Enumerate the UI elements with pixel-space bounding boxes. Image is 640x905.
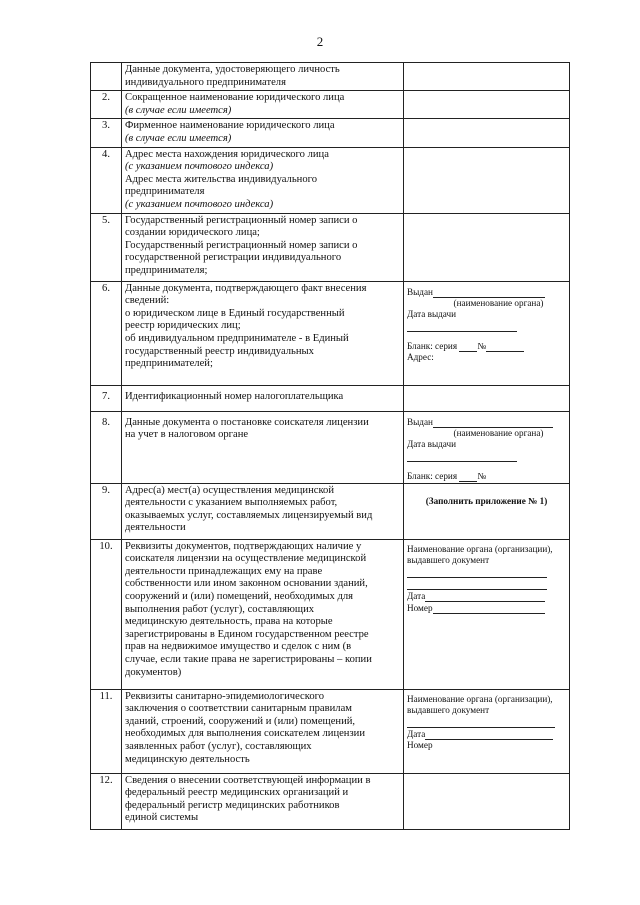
issuing-organ-label: Наименование органа (организации), выдавшего документ — [407, 543, 553, 565]
blank-number-label: № — [477, 470, 487, 481]
sanitary-conclusion-fields — [404, 689, 570, 773]
issued-input[interactable] — [433, 286, 545, 298]
registry-document-fields — [404, 281, 570, 385]
table-row — [91, 689, 570, 773]
row-number: 11. — [91, 689, 122, 773]
row-number: 7. — [91, 385, 122, 411]
row-description: Идентификационный номер налогоплательщика — [122, 385, 404, 411]
table-row — [91, 773, 570, 829]
organ-caption: (наименование органа) — [453, 427, 544, 438]
table-row — [91, 385, 570, 411]
issue-date-input[interactable] — [407, 450, 517, 462]
table-row — [91, 119, 570, 147]
issued-label: Выдан — [407, 416, 433, 427]
page-number: 2 — [316, 34, 324, 49]
tax-document-fields — [404, 411, 570, 483]
blank-series-input[interactable] — [459, 470, 477, 482]
property-document-fields — [404, 539, 570, 689]
application-table — [90, 62, 570, 830]
row-number: 6. — [91, 281, 122, 385]
issue-date-label: Дата выдачи — [407, 308, 457, 319]
date-input[interactable] — [425, 728, 553, 740]
date-input[interactable] — [425, 590, 545, 602]
row-description: Государственный регистрационный номер записи о создании юридического лица; Государственный регистрационный номер записи о государственной регистрации индивидуального предпринимателя; — [122, 213, 404, 281]
address-label: Адрес: — [407, 351, 434, 362]
row-description: Реквизиты санитарно-эпидемиологического заключения о соответствии санитарным правилам зданий, строений, сооружений и (или) помещений, необходимых для выполнения соискателем лицензии заявленных работ (услуг), составляющих медицинскую деятельность — [122, 689, 404, 773]
row-answer-field[interactable] — [404, 119, 570, 147]
table-row — [91, 281, 570, 385]
row-number: 10. — [91, 539, 122, 689]
fill-appendix-note: (Заполнить приложение № 1) — [404, 483, 570, 539]
row-number: 8. — [91, 411, 122, 483]
row-answer-field[interactable] — [404, 91, 570, 119]
row-number — [91, 63, 122, 91]
issued-label: Выдан — [407, 286, 433, 297]
row-description: Данные документа, удостоверяющего личность индивидуального предпринимателя — [122, 63, 404, 91]
table-row — [91, 483, 570, 539]
table-row — [91, 91, 570, 119]
row-description: Реквизиты документов, подтверждающих наличие у соискателя лицензии на осуществление медицинской деятельности принадлежащих ему на праве собственности или ином законном основании зданий, сооружений и (или) помещений, необходимых для выполнения работ (услуг), составляющих медицинскую деятельность, права на которые зарегистрированы в Едином государственном реестре прав на недвижимое имущество и сделок с ним (в случае, если такие права не зарегистрированы – копии документов) — [122, 539, 404, 689]
date-label: Дата — [407, 590, 426, 601]
issuing-organ-input-2[interactable] — [407, 578, 547, 590]
date-label: Дата — [407, 728, 426, 739]
blank-series-label: Бланк: серия — [407, 470, 458, 481]
row-answer-field[interactable] — [404, 147, 570, 213]
number-label: Номер — [407, 602, 433, 613]
blank-number-input[interactable] — [486, 340, 524, 352]
row-description: Адрес места нахождения юридического лица (с указанием почтового индекса) Адрес места жительства индивидуального предпринимателя (с указанием почтового индекса) — [122, 147, 404, 213]
row-number: 3. — [91, 119, 122, 147]
blank-number-label: № — [477, 340, 487, 351]
issue-date-input[interactable] — [407, 320, 517, 332]
table-row — [91, 411, 570, 483]
row-description: Сокращенное наименование юридического лица (в случае если имеется) — [122, 91, 404, 119]
number-label: Номер — [407, 739, 433, 750]
row-number: 4. — [91, 147, 122, 213]
row-number: 9. — [91, 483, 122, 539]
table-row — [91, 147, 570, 213]
table-row — [91, 63, 570, 91]
blank-series-input[interactable] — [459, 340, 477, 352]
row-answer-field[interactable] — [404, 213, 570, 281]
issued-input[interactable] — [433, 416, 553, 428]
blank-series-label: Бланк: серия — [407, 340, 458, 351]
row-number: 12. — [91, 773, 122, 829]
row-answer-field[interactable] — [404, 773, 570, 829]
row-answer-field[interactable] — [404, 385, 570, 411]
row-number: 2. — [91, 91, 122, 119]
issuing-organ-input[interactable] — [407, 566, 547, 578]
row-number: 5. — [91, 213, 122, 281]
table-row — [91, 213, 570, 281]
issuing-organ-input[interactable] — [407, 716, 555, 728]
row-description: Адрес(а) мест(а) осуществления медицинской деятельности с указанием выполняемых работ, оказываемых услуг, составляемых лицензируемый вид деятельности — [122, 483, 404, 539]
issuing-organ-label: Наименование органа (организации), выдавшего документ — [407, 693, 553, 715]
table-row — [91, 539, 570, 689]
issue-date-label: Дата выдачи — [407, 438, 457, 449]
row-description: Сведения о внесении соответствующей информации в федеральный реестр медицинских организаций и федеральный регистр медицинских работников единой системы — [122, 773, 404, 829]
row-description: Данные документа о постановке соискателя лицензии на учет в налоговом органе — [122, 411, 404, 483]
row-description: Фирменное наименование юридического лица (в случае если имеется) — [122, 119, 404, 147]
row-description: Данные документа, подтверждающего факт внесения сведений: о юридическом лице в Единый государственный реестр юридических лиц; об индивидуальном предпринимателе - в Единый государственный реестр индивидуальных предпринимателей; — [122, 281, 404, 385]
number-input[interactable] — [433, 602, 545, 614]
row-answer-field[interactable] — [404, 63, 570, 91]
organ-caption: (наименование органа) — [453, 297, 544, 308]
